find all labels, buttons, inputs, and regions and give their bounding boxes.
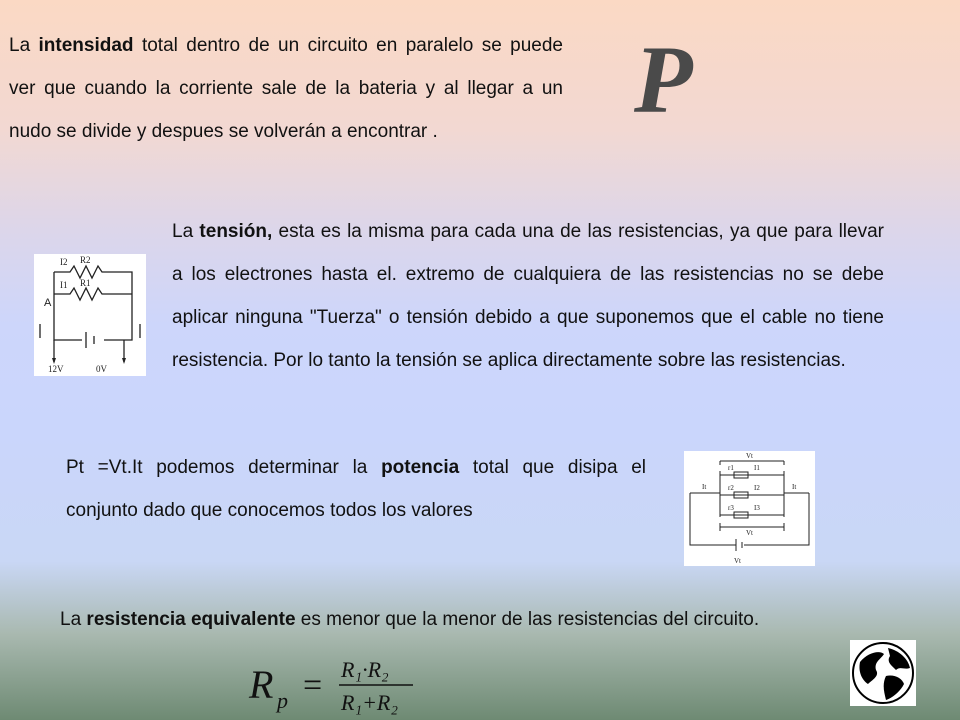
voltage-term: tensión, [199,221,273,242]
circuit1-label-i1: I1 [60,280,68,290]
power-text-b: total que disipa el conjunto dado que conocemos todos los valores [66,457,646,521]
formula-lhs: R [249,662,274,707]
circuit1-node-a: A [44,297,52,309]
three-branch-circuit-diagram [684,451,815,566]
circuit2-label-i2: I2 [754,484,760,492]
intensity-text-a: La [9,35,39,56]
equivalent-term: resistencia equivalente [86,609,296,630]
voltage-paragraph [172,210,884,382]
formula-lhs-subscript: p [277,688,288,713]
circuit1-label-0v: 0V [96,364,107,374]
equivalent-resistance-paragraph [60,603,950,637]
voltage-text-a: La [172,221,200,242]
globe-icon [850,640,916,706]
power-term: potencia [381,457,460,478]
formula-numerator: R₁·R₂ [341,657,389,682]
intensity-paragraph [9,24,563,153]
parallel-circuit-diagram [34,254,146,376]
circuit2-label-it-left: It [702,483,707,491]
intensity-term: intensidad [38,35,134,56]
circuit2-label-vt-bottom: Vt [734,557,741,565]
circuit1-label-r2: R2 [80,255,91,265]
power-text-a: Pt =Vt.It podemos determinar la [66,457,382,478]
parallel-resistance-formula [245,652,425,720]
equivalent-text-a: La [60,609,87,630]
circuit1-label-r1: R1 [80,278,91,288]
circuit2-label-vt-top: Vt [746,452,753,460]
circuit2-label-r2: r2 [728,484,734,492]
circuit1-label-12v: 12V [48,364,64,374]
circuit2-label-i1: I1 [754,464,760,472]
circuit2-label-it-right: It [792,483,797,491]
circuit2-label-i3: I3 [754,504,760,512]
intensity-text-b: total dentro de un circuito en paralelo se puede ver que cuando la corriente sale de la bateria y al llegar a un nudo se divide y despues se volverán a encontrar . [9,35,563,142]
equivalent-text-b: es menor que la menor de las resistencias del circuito. [295,609,760,630]
voltage-text-b: esta es la misma para cada una de las resistencias, ya que para llevar a los electrones hasta el. extremo de cualquiera de las resistencias no se debe aplicar ninguna "Tuerza" o tensión debido a que suponemos que el cable no tiene resistencia. Por lo tanto la tensión se aplica directamente sobre las resistencias. [172,221,884,371]
circuit2-label-vt-mid: Vt [746,529,753,537]
power-paragraph [66,446,646,532]
formula-denominator: R₁+R₂ [341,690,399,715]
circuit1-label-i2: I2 [60,257,68,267]
formula-equals: = [303,667,323,704]
svg-text:P: P [634,26,693,130]
circuit2-label-r1: r1 [728,464,734,472]
circuit2-label-r3: r3 [728,504,734,512]
power-letter-logo [628,20,718,130]
